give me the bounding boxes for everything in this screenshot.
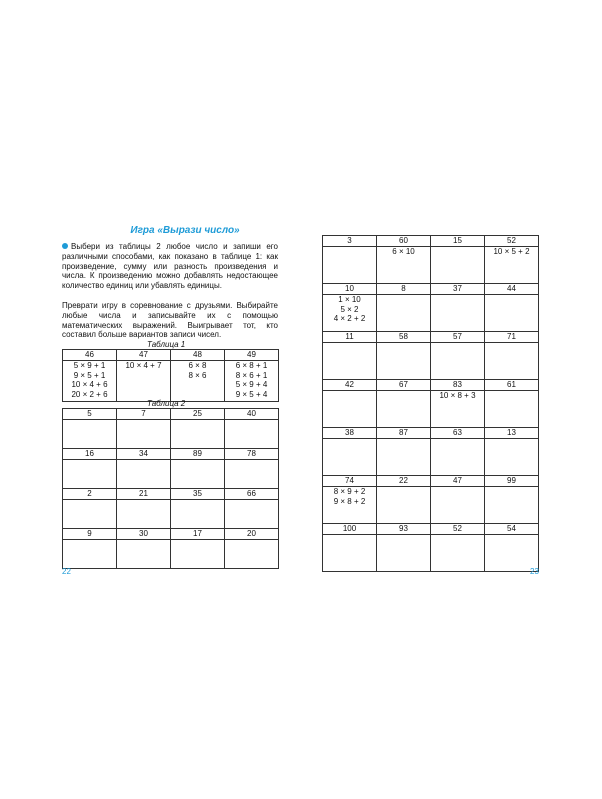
- table2-answer-row: [63, 460, 279, 489]
- instruction-text: Выбери из таблицы 2 любое число и запиши его различными способами, как показано в таблице 1: как произведение, сумму или разность произведения и числа. К произведению можно добавлять недостающее количество единиц или убавлять единицы.: [62, 242, 278, 291]
- table3-answer-cell: [431, 247, 485, 284]
- table1-header: 46: [63, 350, 117, 361]
- table2-answer-cell: [117, 420, 171, 449]
- table3-number: 83: [431, 380, 485, 391]
- table3-number: 99: [485, 476, 539, 487]
- table3-answer-cell: [431, 487, 485, 524]
- table3-answer-row: [323, 391, 539, 428]
- table3-number: 13: [485, 428, 539, 439]
- table1-cell: [171, 361, 225, 402]
- expression: 5 × 9 + 4: [235, 380, 268, 389]
- table2-number: 78: [225, 449, 279, 460]
- table3-number: 47: [431, 476, 485, 487]
- table2-header-row: [63, 529, 279, 540]
- table3-answer-row: [323, 439, 539, 476]
- table3-number: 87: [377, 428, 431, 439]
- table2-answer-cell: [117, 460, 171, 489]
- expression: 8 × 9 + 2: [333, 487, 366, 496]
- table2-answer-cell: [117, 540, 171, 569]
- table2-answer-cell: [171, 420, 225, 449]
- table3-number: 42: [323, 380, 377, 391]
- table3-number: 54: [485, 524, 539, 535]
- expression: 20 × 2 + 6: [71, 389, 108, 399]
- bullet-icon: [62, 243, 68, 249]
- competition-paragraph: Преврати игру в соревнование с друзьями. Выбирайте любые числа и записывайте их с помощью математических выражений. Выигрывает тот, кто составил больше вариантов записи чисел.: [62, 301, 278, 340]
- table3-header-row: [323, 332, 539, 343]
- table3-answer-cell: [377, 439, 431, 476]
- table3-answer-cell: [431, 439, 485, 476]
- table2-answer-row: [63, 420, 279, 449]
- table3-number: 57: [431, 332, 485, 343]
- table3-answer-cell: [485, 535, 539, 572]
- table2-header-row: [63, 489, 279, 500]
- table3-answer-cell: [323, 535, 377, 572]
- expression: 6 × 10: [392, 247, 415, 256]
- table2-number: 2: [63, 489, 117, 500]
- table3-number: 52: [485, 236, 539, 247]
- page-number-left: 22: [62, 567, 71, 576]
- expression: 10 × 4 + 6: [71, 380, 108, 389]
- table3-number: 10: [323, 284, 377, 295]
- table3-number: 44: [485, 284, 539, 295]
- table3-answer-cell: [431, 343, 485, 380]
- table3-answer-cell: [485, 439, 539, 476]
- table3-answer-cell: [377, 535, 431, 572]
- table2-number: 35: [171, 489, 225, 500]
- table3-answer-row: [323, 295, 539, 332]
- table3-answer-cell: [323, 439, 377, 476]
- expression: 6 × 8: [188, 361, 207, 370]
- table3-number: 63: [431, 428, 485, 439]
- table2-answer-cell: [171, 540, 225, 569]
- table2-answer-cell: [225, 420, 279, 449]
- expression: 10 × 8 + 3: [439, 391, 476, 400]
- table3-number: 8: [377, 284, 431, 295]
- table2-answer-cell: [225, 540, 279, 569]
- table3-header-row: [323, 284, 539, 295]
- table2-header-row: [63, 409, 279, 420]
- table-1: [62, 349, 279, 402]
- game-title: Игра «Вырази число»: [130, 225, 240, 236]
- table2-answer-row: [63, 540, 279, 569]
- expression: 6 × 8 + 1: [235, 361, 268, 370]
- table3-header-row: [323, 380, 539, 391]
- table3-answer-cell: [323, 295, 377, 332]
- table1-cell: [63, 361, 117, 402]
- table2-number: 9: [63, 529, 117, 540]
- table3-number: 100: [323, 524, 377, 535]
- expression: 9 × 5 + 4: [235, 389, 268, 399]
- table3-header-row: [323, 524, 539, 535]
- table3-header-row: [323, 236, 539, 247]
- table3-number: 15: [431, 236, 485, 247]
- expression: 4 × 2 + 2: [333, 314, 366, 323]
- table3-number: 93: [377, 524, 431, 535]
- table3-answer-cell: [323, 247, 377, 284]
- table3-answer-cell: [377, 391, 431, 428]
- expression: 1 × 10: [338, 295, 361, 304]
- table3-answer-cell: [377, 247, 431, 284]
- page-number-right: 23: [530, 567, 539, 576]
- expression: 10 × 4 + 7: [125, 361, 162, 370]
- table3-number: 38: [323, 428, 377, 439]
- table2-answer-cell: [63, 540, 117, 569]
- table2-number: 40: [225, 409, 279, 420]
- table2-number: 5: [63, 409, 117, 420]
- expression: 9 × 5 + 1: [73, 370, 106, 380]
- table2-number: 34: [117, 449, 171, 460]
- table3-answer-cell: [323, 343, 377, 380]
- table3-answer-row: [323, 343, 539, 380]
- table3-answer-cell: [485, 295, 539, 332]
- table2-number: 7: [117, 409, 171, 420]
- table3-answer-row: [323, 247, 539, 284]
- expression: 5 × 9 + 1: [73, 361, 106, 370]
- expression: 10 × 5 + 2: [493, 247, 530, 256]
- table3-header-row: [323, 428, 539, 439]
- table2-answer-cell: [63, 460, 117, 489]
- table2-answer-cell: [63, 420, 117, 449]
- table2-caption: Таблица 2: [147, 399, 186, 408]
- table2-number: 25: [171, 409, 225, 420]
- table2-answer-cell: [171, 500, 225, 529]
- instruction-paragraph: [62, 242, 278, 291]
- table3-number: 71: [485, 332, 539, 343]
- table-2: [62, 408, 279, 569]
- table3-answer-cell: [485, 391, 539, 428]
- table3-answer-cell: [431, 295, 485, 332]
- table2-number: 21: [117, 489, 171, 500]
- expression: 8 × 6: [188, 370, 207, 380]
- table3-number: 58: [377, 332, 431, 343]
- table3-number: 22: [377, 476, 431, 487]
- table3-answer-cell: [377, 343, 431, 380]
- table1-header: 47: [117, 350, 171, 361]
- table2-answer-row: [63, 500, 279, 529]
- table3-answer-cell: [323, 487, 377, 524]
- table2-answer-cell: [225, 460, 279, 489]
- table2-number: 20: [225, 529, 279, 540]
- table2-answer-cell: [117, 500, 171, 529]
- table2-answer-cell: [225, 500, 279, 529]
- table1-cell: [117, 361, 171, 402]
- table3-answer-row: [323, 535, 539, 572]
- table3-answer-row: [323, 487, 539, 524]
- table2-number: 30: [117, 529, 171, 540]
- table3-number: 52: [431, 524, 485, 535]
- table3-number: 11: [323, 332, 377, 343]
- table3-number: 3: [323, 236, 377, 247]
- table3-number: 61: [485, 380, 539, 391]
- table2-number: 66: [225, 489, 279, 500]
- table1-header: 48: [171, 350, 225, 361]
- table2-answer-cell: [171, 460, 225, 489]
- table3-answer-cell: [431, 391, 485, 428]
- table3-header-row: [323, 476, 539, 487]
- table2-answer-cell: [63, 500, 117, 529]
- table3-number: 60: [377, 236, 431, 247]
- table3-answer-cell: [431, 535, 485, 572]
- table3-answer-cell: [377, 295, 431, 332]
- table2-number: 17: [171, 529, 225, 540]
- table2-number: 89: [171, 449, 225, 460]
- table1-header: 49: [225, 350, 279, 361]
- table2-number: 16: [63, 449, 117, 460]
- table1-cell: [225, 361, 279, 402]
- expression: 5 × 2: [340, 304, 359, 314]
- expression: 9 × 8 + 2: [333, 496, 366, 506]
- table-3: [322, 235, 539, 572]
- table3-answer-cell: [323, 391, 377, 428]
- table2-header-row: [63, 449, 279, 460]
- table3-answer-cell: [485, 487, 539, 524]
- table3-number: 37: [431, 284, 485, 295]
- expression: 8 × 6 + 1: [235, 370, 268, 380]
- table3-answer-cell: [377, 487, 431, 524]
- table1-caption: Таблица 1: [147, 340, 186, 349]
- table3-number: 74: [323, 476, 377, 487]
- table3-number: 67: [377, 380, 431, 391]
- table3-answer-cell: [485, 247, 539, 284]
- table3-answer-cell: [485, 343, 539, 380]
